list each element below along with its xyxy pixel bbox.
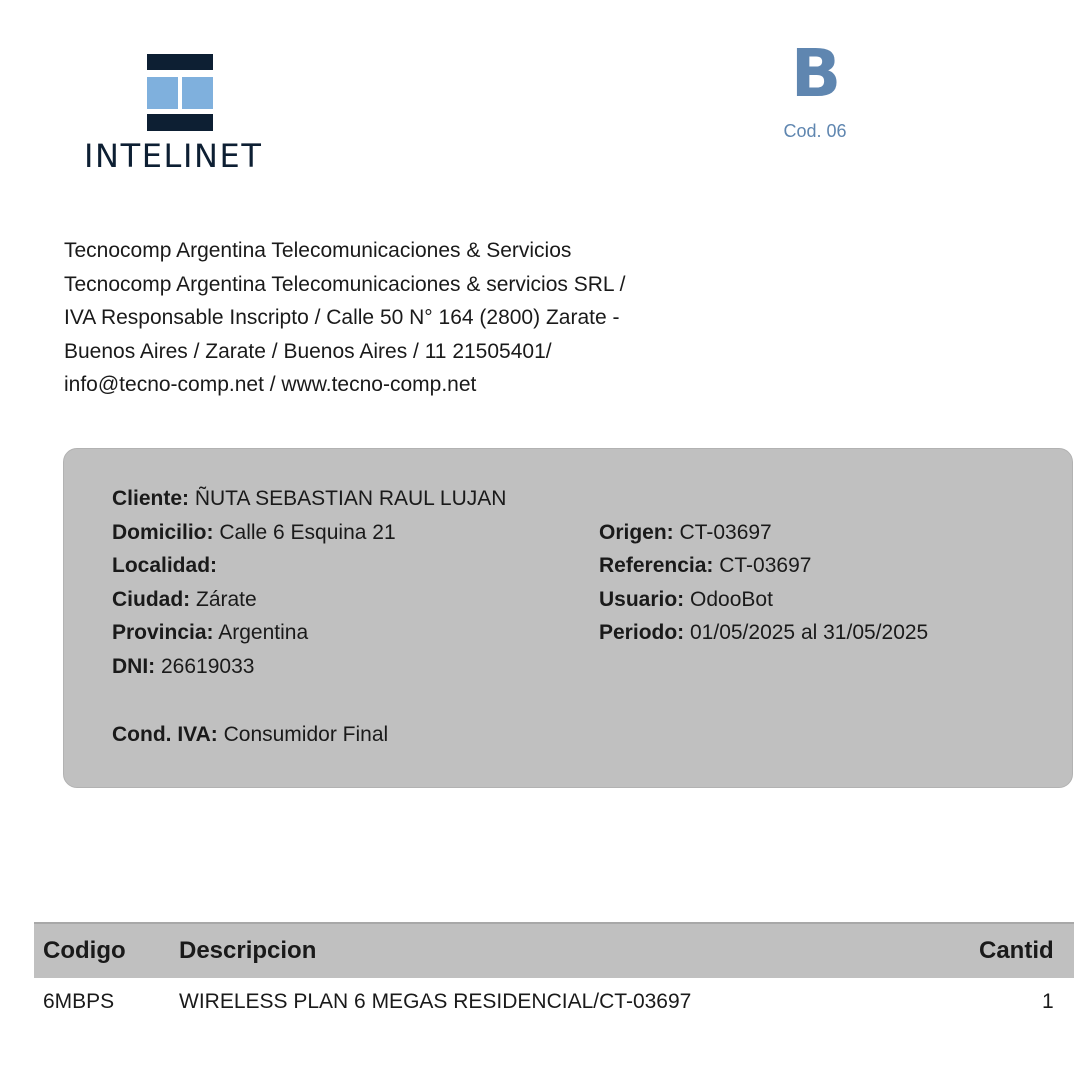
client-address-field: Domicilio: Calle 6 Esquina 21 bbox=[112, 521, 396, 544]
period-field: Periodo: 01/05/2025 al 31/05/2025 bbox=[599, 621, 929, 644]
company-line: Tecnocomp Argentina Telecomunicaciones & servicios SRL / bbox=[64, 272, 626, 296]
client-locality-field: Localidad: bbox=[112, 554, 218, 577]
logo-text: INTELINET bbox=[84, 137, 263, 175]
company-logo bbox=[84, 52, 284, 182]
user-field: Usuario: OdooBot bbox=[599, 588, 773, 611]
column-header-description: Descripcion bbox=[179, 937, 317, 964]
invoice-type-code: Cod. 06 bbox=[783, 121, 847, 141]
client-city-field: Ciudad: Zárate bbox=[112, 588, 257, 611]
company-info bbox=[64, 234, 625, 402]
origin-field: Origen: CT-03697 bbox=[599, 521, 772, 544]
company-line: Buenos Aires / Zarate / Buenos Aires / 11 21505401/ bbox=[64, 339, 552, 363]
item-quantity: 1 bbox=[1042, 990, 1054, 1013]
company-line: IVA Responsable Inscripto / Calle 50 N° 164 (2800) Zarate - bbox=[64, 306, 620, 330]
column-header-code: Codigo bbox=[43, 937, 126, 964]
invoice-items-table bbox=[34, 922, 1074, 1028]
client-dni-field: DNI: 26619033 bbox=[112, 655, 255, 678]
table-header bbox=[34, 922, 1074, 978]
item-description: WIRELESS PLAN 6 MEGAS RESIDENCIAL/CT-03697 bbox=[179, 990, 692, 1013]
reference-field: Referencia: CT-03697 bbox=[599, 554, 812, 577]
client-province-field: Provincia: Argentina bbox=[112, 621, 309, 644]
table-row bbox=[34, 978, 1074, 1028]
item-code: 6MBPS bbox=[43, 990, 115, 1013]
window-logo-icon bbox=[147, 54, 213, 131]
column-header-quantity: Cantid bbox=[979, 937, 1054, 964]
invoice-type-letter: B bbox=[790, 35, 842, 112]
client-name-field: Cliente: ÑUTA SEBASTIAN RAUL LUJAN bbox=[112, 487, 507, 510]
client-iva-condition-field: Cond. IVA: Consumidor Final bbox=[112, 723, 389, 746]
client-info-box bbox=[63, 448, 1073, 788]
company-line: Tecnocomp Argentina Telecomunicaciones & Servicios bbox=[64, 239, 572, 262]
company-line: info@tecno-comp.net / www.tecno-comp.net bbox=[64, 373, 477, 397]
